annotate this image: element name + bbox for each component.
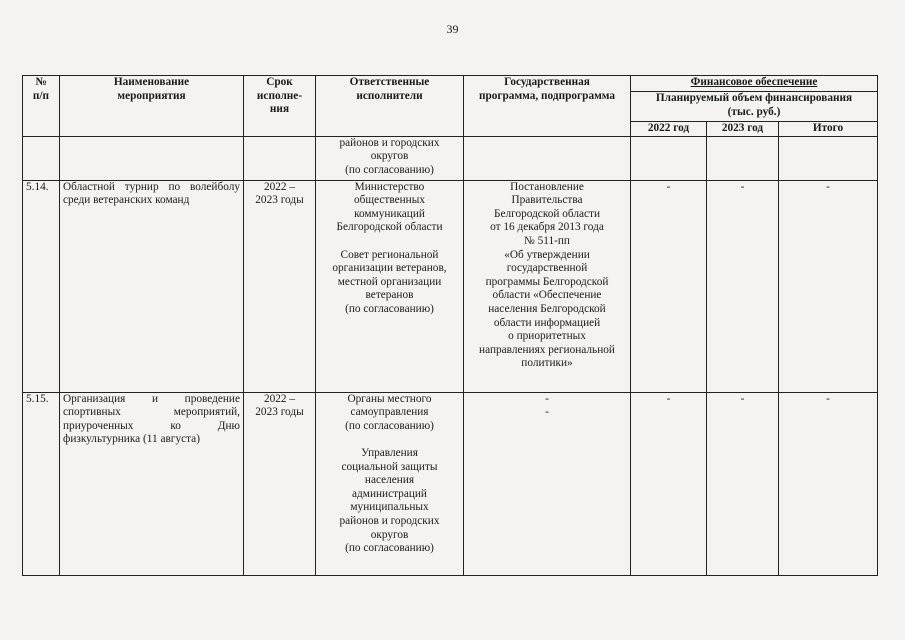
cell-num: 5.15. (23, 392, 60, 575)
cell-program: - - (464, 392, 631, 575)
cell-term: 2022 – 2023 годы (244, 180, 316, 392)
cell-num (23, 136, 60, 180)
cell-2022: - (631, 180, 707, 392)
cell-num: 5.14. (23, 180, 60, 392)
table-row (23, 392, 878, 575)
cell-program (464, 136, 631, 180)
header-2023: 2023 год (707, 122, 779, 137)
cell-name: Организация и проведение спортивных мероприятий, приуроченных ко Дню физкультурника (11 августа) (60, 392, 244, 575)
header-total: Итого (779, 122, 878, 137)
header-num: № п/п (23, 76, 60, 137)
cell-2023: - (707, 180, 779, 392)
cell-total: - (779, 180, 878, 392)
header-2022: 2022 год (631, 122, 707, 137)
cell-2022: - (631, 392, 707, 575)
header-planned: Планируемый объем финансирования (тыс. руб.) (631, 92, 878, 122)
cell-program: Постановление Правительства Белгородской области от 16 декабря 2013 года № 511-пп «Об утверждении государственной программы Белгородской области «Обеспечение населения Белгородской области информацией о приоритетных направлениях региональной политики» (464, 180, 631, 392)
cell-2023 (707, 136, 779, 180)
table-row (23, 180, 878, 392)
page-number: 39 (446, 22, 459, 36)
header-responsible: Ответственные исполнители (316, 76, 464, 137)
cell-term (244, 136, 316, 180)
cell-total (779, 136, 878, 180)
header-finance: Финансовое обеспечение (631, 76, 878, 92)
cell-total: - (779, 392, 878, 575)
table-row (23, 136, 878, 180)
cell-responsible: Министерство общественных коммуникаций Белгородской области Совет региональной организации ветеранов, местной организации ветеранов (по согласованию) (316, 180, 464, 392)
cell-name: Областной турнир по волейболу среди ветеранских команд (60, 180, 244, 392)
cell-responsible: районов и городских округов (по согласованию) (316, 136, 464, 180)
header-name: Наименование мероприятия (60, 76, 244, 137)
header-program: Государственная программа, подпрограмма (464, 76, 631, 137)
cell-name (60, 136, 244, 180)
activity-plan-table (22, 75, 878, 576)
cell-responsible: Органы местного самоуправления (по согласованию) Управления социальной защиты населения администраций муниципальных районов и городских округов (по согласованию) (316, 392, 464, 575)
header-term: Срок исполне- ния (244, 76, 316, 137)
cell-2022 (631, 136, 707, 180)
cell-2023: - (707, 392, 779, 575)
cell-term: 2022 – 2023 годы (244, 392, 316, 575)
